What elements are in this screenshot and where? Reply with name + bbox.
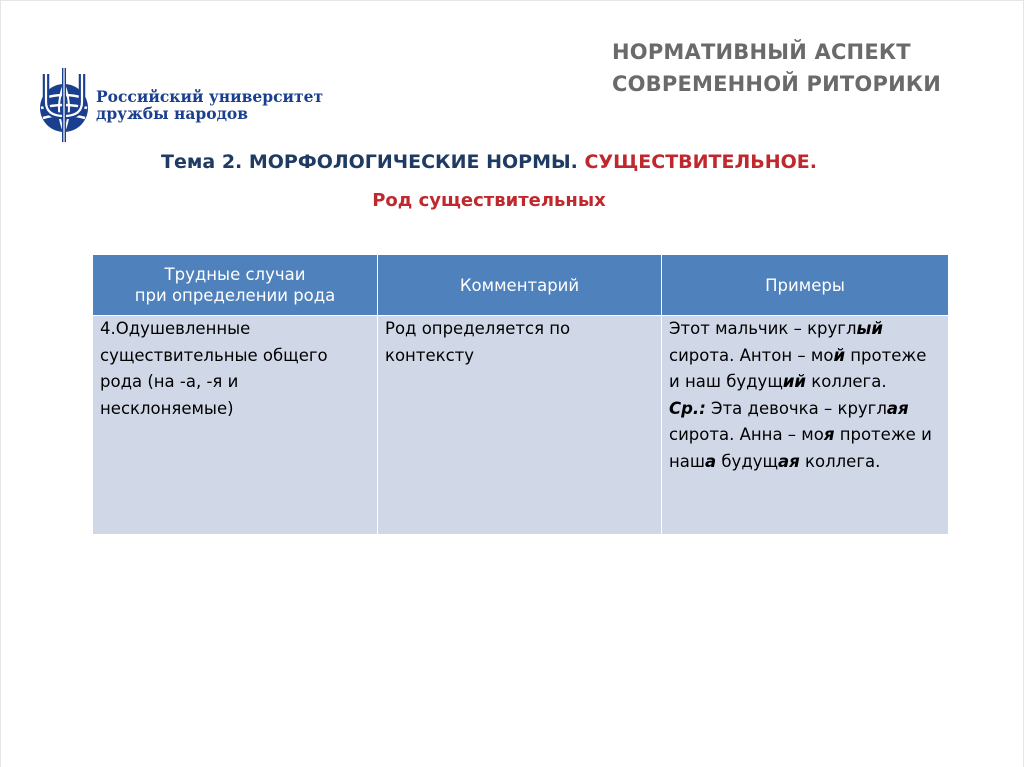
cell-comment: Род определяется по контексту xyxy=(378,316,662,535)
example-ending: й xyxy=(833,345,845,365)
example-text: сирота. Антон – мо xyxy=(669,345,834,365)
column-header-comment: Комментарий xyxy=(378,255,662,316)
column-header-examples: Примеры xyxy=(662,255,949,316)
compare-label: Ср.: xyxy=(669,398,706,418)
cell-case: 4.Одушевленные существительные общего рода (на -а, -я и несклоняемые) xyxy=(93,316,378,535)
topic-subtitle: Род существительных xyxy=(372,190,606,211)
topic-prefix: Тема 2. МОРФОЛОГИЧЕСКИЕ НОРМЫ. xyxy=(161,151,585,173)
university-name xyxy=(96,88,323,122)
example-ending: ый xyxy=(856,319,883,338)
table-header-row xyxy=(93,255,949,316)
example-text: будущ xyxy=(716,451,779,471)
university-name-line-1: Российский университет xyxy=(96,87,324,106)
example-text: сирота. Анна – мо xyxy=(669,425,824,444)
university-name-line-2: дружбы народов xyxy=(96,104,249,123)
example-ending: ая xyxy=(778,451,800,471)
table-row xyxy=(93,316,949,535)
cell-examples xyxy=(662,316,949,535)
header-cases-line-1: Трудные случаи xyxy=(164,265,306,284)
topic-heading xyxy=(0,147,1001,177)
example-text: коллега. xyxy=(799,451,881,471)
example-ending: ий xyxy=(782,372,806,391)
example-ending: ая xyxy=(886,398,909,418)
example-ending: а xyxy=(705,451,717,471)
example-text: коллега. xyxy=(806,372,887,391)
header-title-line-1: НОРМАТИВНЫЙ АСПЕКТ xyxy=(612,40,911,64)
example-text: протеже и наш будущ xyxy=(669,345,927,391)
slide-border-top xyxy=(0,0,1024,1)
example-ending: я xyxy=(823,425,835,444)
noun-gender-table xyxy=(92,254,949,535)
slide-border-left xyxy=(0,0,1,767)
topic-highlight: СУЩЕСТВИТЕЛЬНОЕ. xyxy=(584,151,817,173)
header-cases-line-2: при определении рода xyxy=(134,286,336,305)
header-title-line-2: СОВРЕМЕННОЙ РИТОРИКИ xyxy=(612,72,941,96)
example-text: Этот мальчик – кругл xyxy=(669,319,857,338)
example-text: протеже и наш xyxy=(669,425,932,471)
slide-header-title xyxy=(612,36,972,100)
column-header-difficult-cases xyxy=(93,255,378,316)
example-text: Эта девочка – кругл xyxy=(705,398,887,418)
